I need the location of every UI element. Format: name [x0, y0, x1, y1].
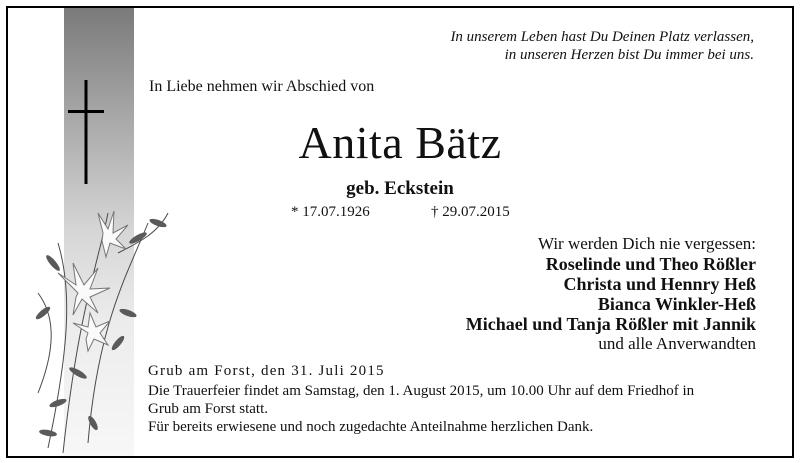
maiden-name: geb. Eckstein	[346, 178, 454, 199]
deceased-name: Anita Bätz	[298, 117, 502, 168]
funeral-line: Die Trauerfeier findet am Samstag, den 1. August 2015, um 10.00 Uhr auf dem Friedhof in	[148, 383, 695, 399]
mourner-family: Bianca Winkler-Heß	[597, 294, 756, 314]
funeral-info	[148, 382, 768, 436]
mourner-family: Michael und Tanja Rößler mit Jannik	[465, 314, 756, 334]
mourner-family: Roselinde und Theo Rößler	[545, 254, 756, 274]
intro-text: In Liebe nehmen wir Abschied von	[149, 78, 375, 95]
funeral-line: Grub am Forst statt.	[148, 401, 268, 417]
mourners-block	[466, 234, 756, 354]
quote	[450, 28, 754, 64]
quote-line-2: in unseren Herzen bist Du immer bei uns.	[504, 47, 754, 63]
funeral-line: Für bereits erwiesene und noch zugedachte Anteilnahme herzlichen Dank.	[148, 419, 594, 435]
mourners-intro: Wir werden Dich nie vergessen:	[537, 234, 756, 253]
mourner-family: Christa und Hennry Heß	[563, 274, 756, 294]
birth-date: * 17.07.1926	[291, 204, 370, 220]
mourners-closing: und alle Anverwandten	[598, 334, 756, 353]
place-date: Grub am Forst, den 31. Juli 2015	[148, 363, 385, 379]
obituary-notice	[6, 6, 794, 458]
quote-line-1: In unserem Leben hast Du Deinen Platz verlassen,	[450, 29, 754, 45]
death-date: † 29.07.2015	[431, 204, 510, 220]
